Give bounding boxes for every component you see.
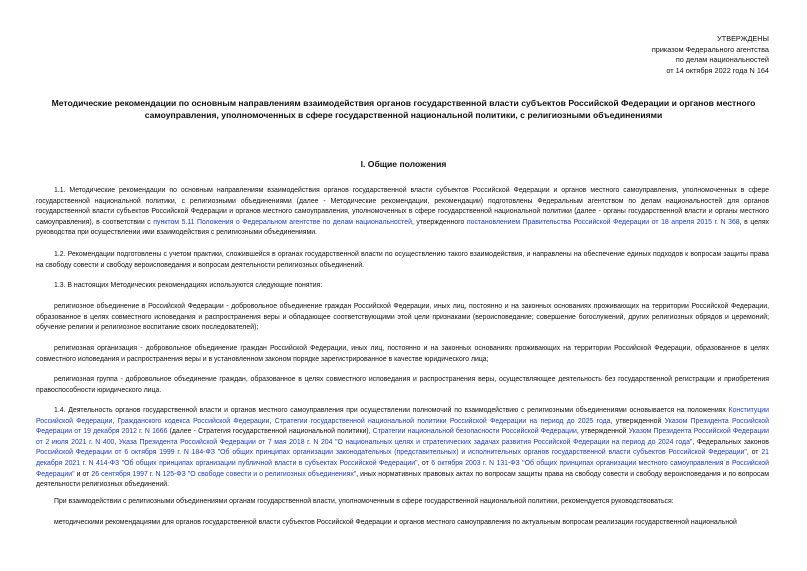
link-decree-204[interactable]: Указа Президента Российской Федерации от 7 мая 2018 г. N 204 "О национальных целях и стратегических задачах развития Российской Федерации на период до 2024 года" [118,438,693,446]
link-law-184[interactable]: Российской Федерации от 6 октября 1999 г. N 184-ФЗ "Об общих принципах организации законодательных (представительных) и исполнительных органов государственной власти субъектов Российской Федерации" [36,449,747,457]
text: , утвержденной [610,417,665,425]
text: , Федеральных законов [692,438,769,446]
text: , [112,417,118,425]
link-decree-1666[interactable]: Указом Президента Российской Федерации от 19 декабря 2012 г. N 1666 [36,417,769,436]
paragraph-guidance-item: методическими рекомендациями для органов государственной власти субъектов Российской Федерации и органов местного самоуправления по актуальным вопросам реализации государственной национальной [54,519,737,526]
paragraph-1-4 [36,406,769,491]
link-security-strategy[interactable]: Стратегии национальной безопасности Российской Федерации [372,428,577,436]
text: , от [417,459,432,467]
paragraph-guidance-intro: При взаимодействии с религиозными объединениями органам государственной власти, уполномоченным в сфере государственной национальной политики, рекомендуется руководствоваться: [54,498,674,505]
approval-date: от 14 октября 2022 года N 164 [666,65,769,75]
text: (далее - Стратегия государственной национальной политики), [167,428,373,436]
link-national-policy-strategy[interactable]: Стратегии государственной национальной политики Российской Федерации на период до 2025 года [274,417,611,425]
text: , утвержденного [411,218,467,226]
link-civil-code[interactable]: Гражданского кодекса Российской Федерации [117,417,270,425]
paragraph-1-1 [36,186,769,239]
link-decree-400[interactable]: Указом Президента Российской Федерации от 2 июля 2021 г. N 400 [36,428,769,446]
text: , в целях руководства при осуществлении ими взаимодействия с религиозными объединениями. [36,218,770,237]
link-law-414[interactable]: 21 декабря 2021 г. N 414-ФЗ "Об общих принципах организации публичной власти в субъектах Российской Федерации" [36,449,769,467]
definition-religious-association: религиозное объединение в Российской Федерации - добровольное объединение граждан Российской Федерации, иных лиц, постоянно и на законных основаниях проживающих на территории Российской Федерации, образованное в целях совместного исповедания и распространения веры и обладающее соответствующими этой цели признаками (вероисповедание; совершение богослужений, других религиозных обрядов и церемоний; обучение религии и религиозное воспитание своих последователей); [36,303,769,332]
approval-heading: УТВЕРЖДЕНЫ [717,34,769,43]
text: и от [74,470,92,478]
text: , от [746,449,762,457]
text: , иных нормативных правовых актах по вопросам защиты права на свободу совести и свободу вероисповедания и по вопросам деятельности религиозных объединений. [36,470,769,489]
text: , утвержденной [576,428,629,436]
document-title: Методические рекомендации по основным направлениям взаимодействия органов государственной власти субъектов Российской Федерации и органов местного самоуправления, уполномоченных в сфере государственной национальной политики, с религиозными объединениями [51,98,756,120]
text: , [114,438,119,446]
link-government-decree[interactable]: постановлением Правительства Российской Федерации от 18 апреля 2015 г. N 368 [466,218,740,226]
approval-block [652,34,769,76]
text: 1.1. Методические рекомендации по основным направлениям взаимодействия органов государственной власти субъектов Российской Федерации и органов местного самоуправления, уполномоченных в сфере государственной национальной политики, с религиозными объединениями (далее - Методические рекомендации, рекомендации) подготовлены Федеральным агентством по делам национальностей для органов государственной власти субъектов Российской Федерации и органов местного самоуправления, уполномоченных в сфере государственной национальной политики (далее - органы государственной власти и органы местного самоуправления), в соответствии с [36,187,769,226]
text: 1.4. Деятельность органов государственной власти и органов местного самоуправления при осуществлении полномочий по взаимодействию с религиозными объединениями основывается на положениях [54,407,729,414]
link-regulation-point[interactable]: пунктом 5.11 Положения о Федеральном агентстве по делам национальностей [153,218,412,226]
approval-line: по делам национальностей [675,55,769,65]
text: , [269,417,275,425]
link-law-125[interactable]: 26 сентября 1997 г. N 125-ФЗ "О свободе совести и о религиозных объединениях" [91,470,357,478]
link-constitution[interactable]: Конституции Российской Федерации [36,407,769,425]
definition-religious-group: религиозная группа - добровольное объединение граждан, образованное в целях совместного исповедания и распространения веры, осуществляющее деятельность без государственной регистрации и приобретения правоспособности юридического лица. [36,376,769,394]
paragraph-1-3: 1.3. В настоящих Методических рекомендациях используются следующие понятия: [54,282,323,289]
approval-line: приказом Федерального агентства [651,44,769,54]
link-law-131[interactable]: 6 октября 2003 г. N 131-ФЗ "Об общих принципах организации местного самоуправления в Российской Федерации" [36,459,769,478]
paragraph-1-2: 1.2. Рекомендации подготовлены с учетом практики, сложившейся в органах государственной власти по осуществлению такого взаимодействия, и направлены на обеспечение единых подходов к вопросам защиты права на свободу совести и свободу вероисповедания и вопросам деятельности религиозных объединений. [36,251,769,269]
section-title: I. Общие положения [360,159,447,169]
definition-religious-organization: религиозная организация - добровольное объединение граждан Российской Федерации, иных лиц, постоянно и на законных основаниях проживающих на территории Российской Федерации, образованное в целях совместного исповедания и распространения веры и в установленном законом порядке зарегистрированное в качестве юридического лица; [36,345,769,363]
